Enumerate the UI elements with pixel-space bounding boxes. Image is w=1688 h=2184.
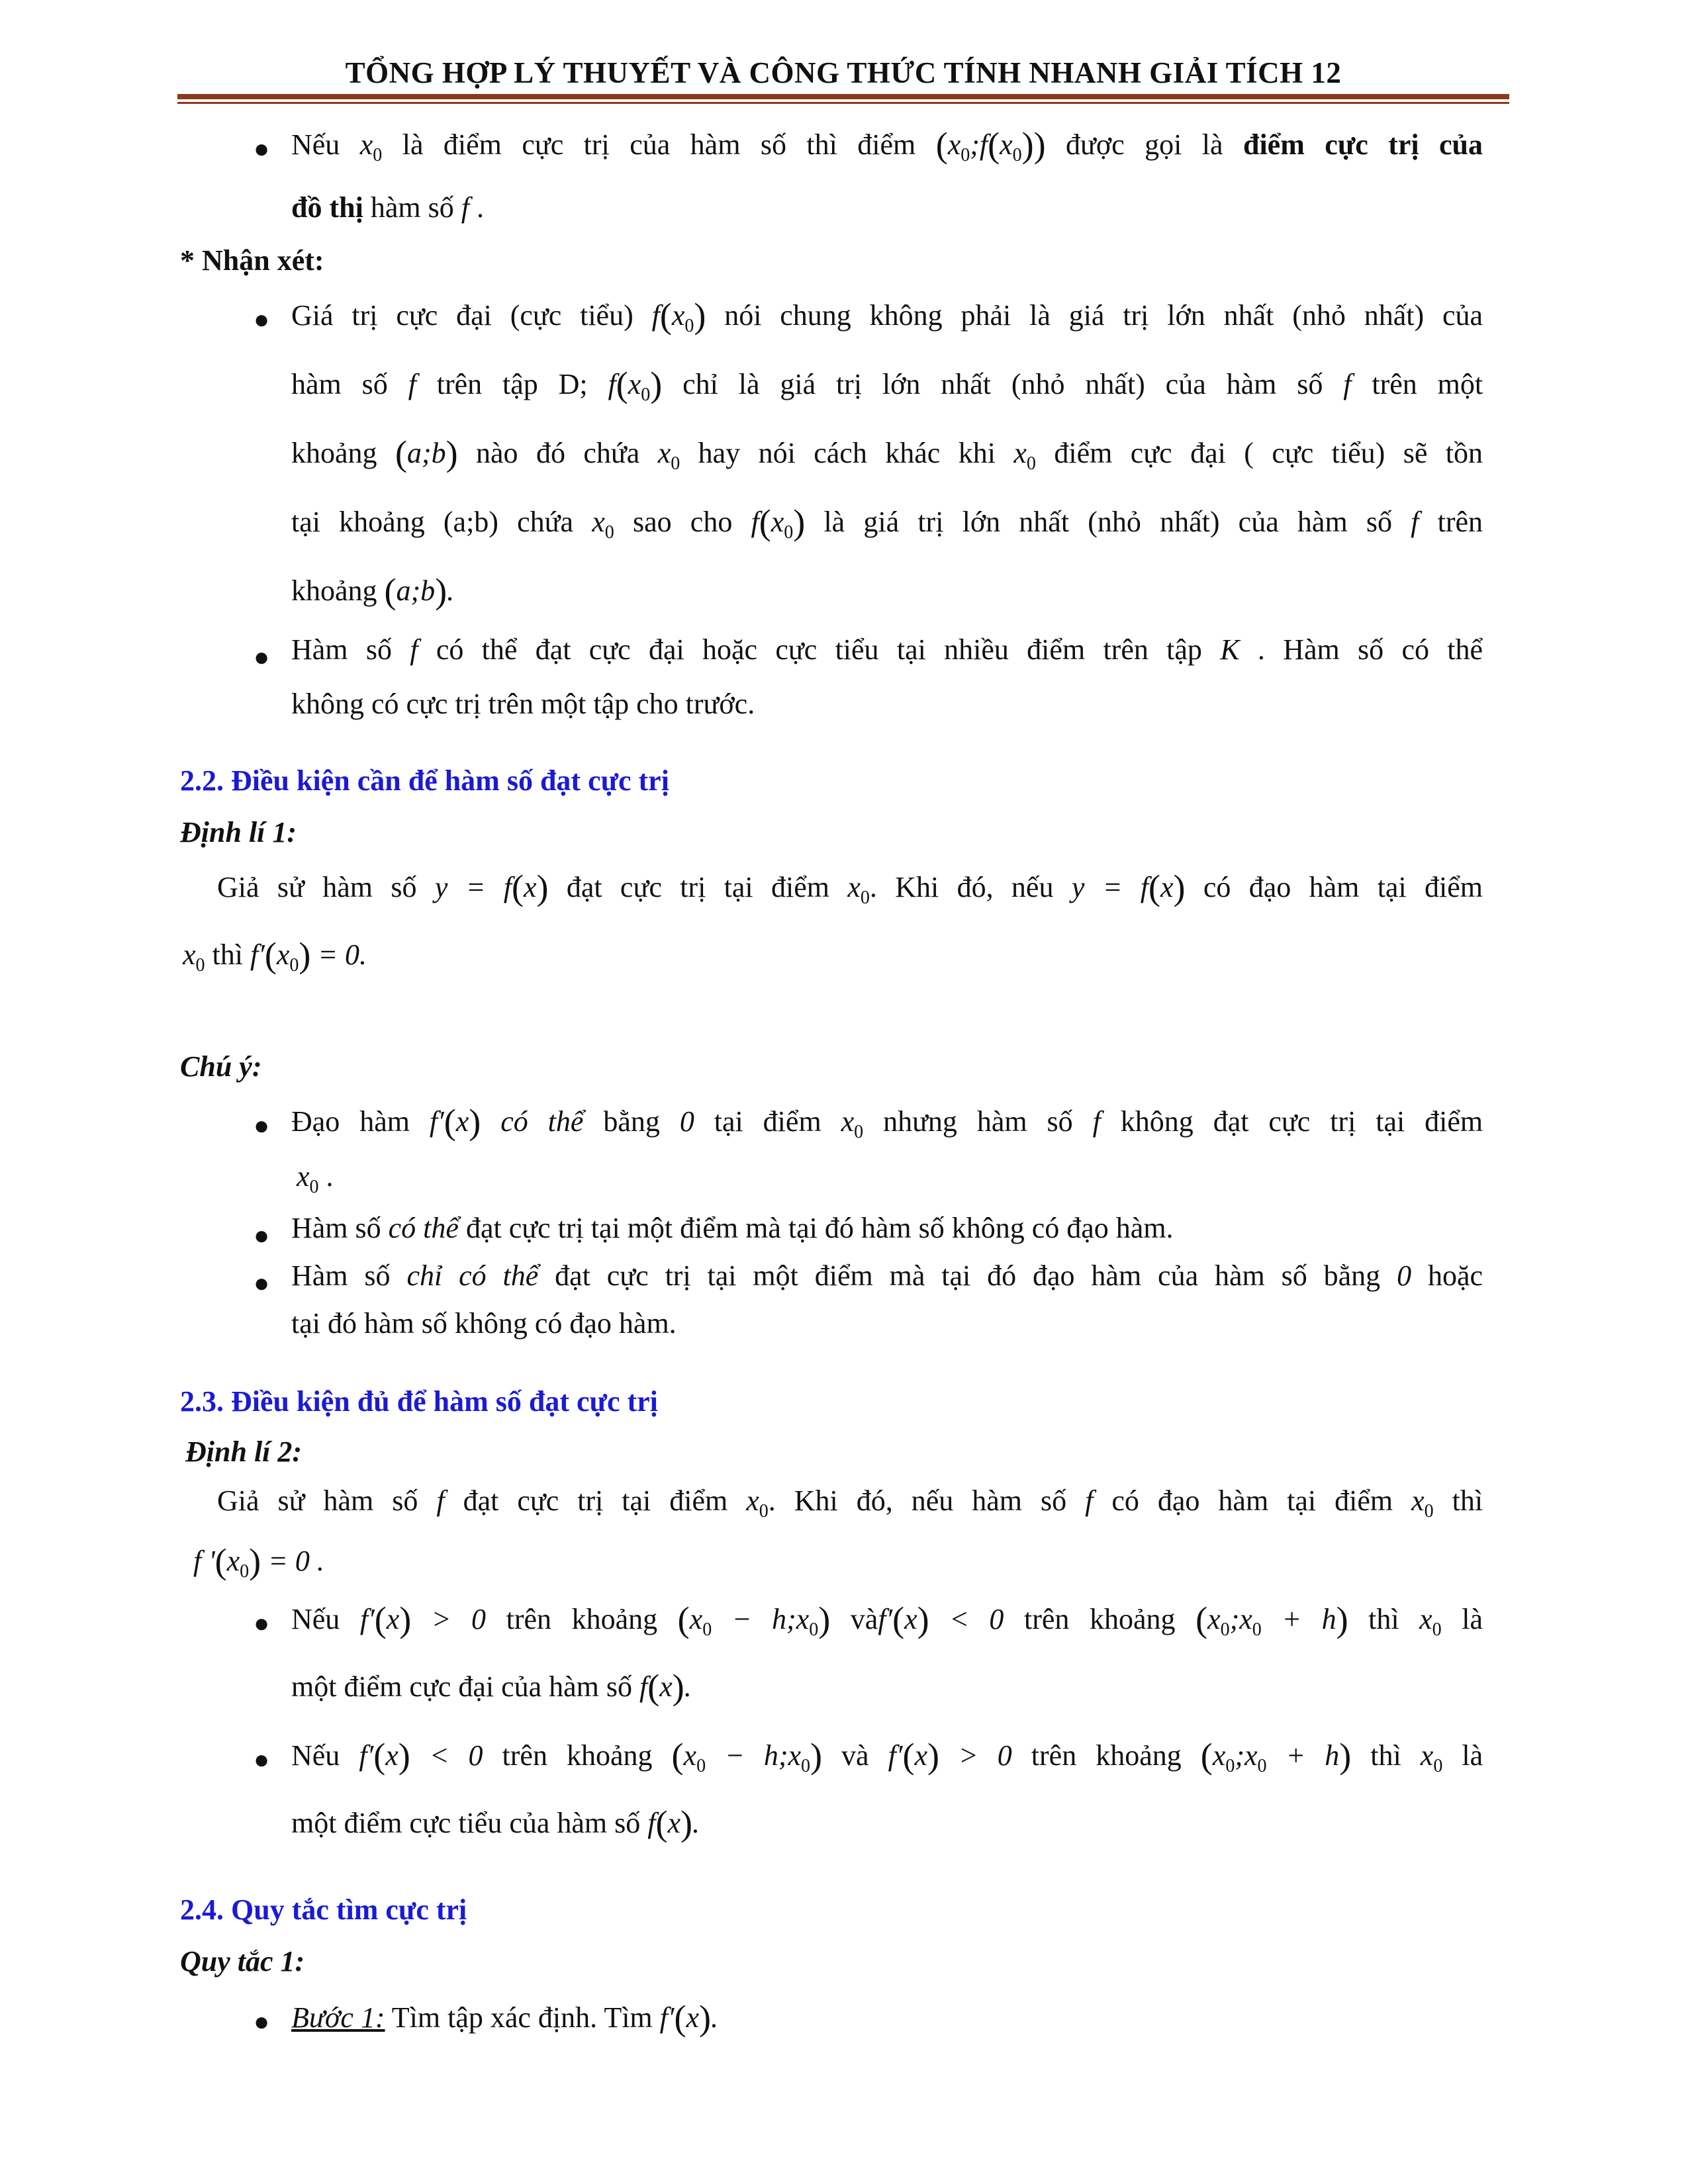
math-fx0: $f(x_0)$ bbox=[608, 365, 663, 405]
text-span: trên khoảng bbox=[506, 1603, 658, 1635]
bullet-icon: ● bbox=[254, 1220, 270, 1250]
bullet-icon: ● bbox=[254, 1111, 270, 1140]
text-span: Nếu bbox=[291, 1603, 340, 1635]
section-heading-2-2: 2.2. Điều kiện cần để hàm số đạt cực trị bbox=[180, 764, 669, 797]
italic-term: có thể bbox=[388, 1212, 459, 1244]
text-span: nói chung không phải là giá trị lớn nhất (nhỏ nhất) của bbox=[724, 299, 1483, 332]
section-heading-2-3: 2.3. Điều kiện đủ để hàm số đạt cực trị bbox=[180, 1385, 658, 1418]
paragraph-line: $x_0$ . bbox=[297, 1160, 334, 1197]
paragraph-line bbox=[217, 1482, 1483, 1523]
math-interval-ab: (a;b) bbox=[395, 433, 458, 473]
math-f: f bbox=[461, 191, 469, 224]
text-span: được gọi là bbox=[1066, 128, 1223, 161]
italic-term: có thể bbox=[500, 1105, 584, 1138]
text-span: Giả sử hàm số bbox=[217, 1484, 418, 1517]
page-header-title: TỔNG HỢP LÝ THUYẾT VÀ CÔNG THỨC TÍNH NHANH GIẢI TÍCH 12 bbox=[345, 56, 1342, 89]
math-y-eq-fx: y = f(x) bbox=[1071, 868, 1186, 907]
math-point-x0-fx0: $(x_0;f(x_0))$ bbox=[935, 125, 1046, 165]
header-rule-thick bbox=[177, 94, 1509, 99]
math-interval-ab: (a;b). bbox=[384, 571, 455, 611]
section-label-nhan-xet: * Nhận xét: bbox=[180, 244, 324, 277]
math-x0: $x_0$ bbox=[1420, 1739, 1443, 1776]
italic-term: chỉ có thể bbox=[406, 1259, 539, 1292]
math-x0: $x_0$ bbox=[657, 437, 680, 474]
math-f: f bbox=[1343, 368, 1352, 400]
text-span: chỉ là giá trị lớn nhất (nhỏ nhất) của hàm số bbox=[682, 368, 1323, 400]
text-span: nào đó chứa bbox=[476, 437, 640, 469]
math-interval-left: ($x_0$ − $h;x_0$) bbox=[671, 1736, 822, 1776]
math-fprime-x: f′(x) bbox=[429, 1102, 481, 1142]
text-span: điểm cực đại ( cực tiểu) sẽ tồn bbox=[1054, 437, 1483, 469]
paragraph-line: tại đó hàm số không có đạo hàm. bbox=[291, 1307, 677, 1340]
paragraph-line: không có cực trị trên một tập cho trước. bbox=[291, 688, 755, 720]
text-span: đạt cực trị tại một điểm mà tại đó đạo hàm của hàm số bằng bbox=[555, 1259, 1381, 1292]
math-x0: $x_0$ bbox=[592, 506, 614, 543]
math-f: f bbox=[408, 368, 416, 400]
text-span: trên một bbox=[1372, 368, 1483, 400]
text-span: là bbox=[1462, 1739, 1483, 1772]
text-span: trên bbox=[1437, 506, 1483, 538]
paragraph-line bbox=[291, 1210, 1174, 1246]
text-span: là điểm cực trị của hàm số thì điểm bbox=[402, 128, 916, 161]
math-x0: $x_0$ bbox=[297, 1160, 319, 1197]
section-heading-2-4: 2.4. Quy tắc tìm cực trị bbox=[180, 1893, 467, 1926]
math-fx0: $f(x_0)$ bbox=[651, 296, 706, 336]
text-span: là giá trị lớn nhất (nhỏ nhất) của hàm số bbox=[823, 506, 1392, 538]
paragraph-line bbox=[291, 1801, 700, 1846]
rule-label: Quy tắc 1: bbox=[180, 1945, 305, 1978]
math-zero: 0 bbox=[1397, 1259, 1412, 1292]
math-fprime-x0-eq-0: $f'(x_0) = 0$. bbox=[250, 935, 367, 976]
text-span: Tìm tập xác định. Tìm bbox=[391, 2001, 653, 2034]
math-x0: $x_0$ bbox=[1013, 437, 1036, 474]
text-span: một điểm cực tiểu của hàm số bbox=[291, 1807, 641, 1839]
text-span: . Khi đó, nếu hàm số bbox=[768, 1484, 1067, 1517]
text-span: một điểm cực đại của hàm số bbox=[291, 1670, 633, 1703]
text-span: thì bbox=[1368, 1603, 1399, 1635]
text-span: đạt cực trị tại một điểm mà tại đó hàm số không có đạo hàm. bbox=[465, 1212, 1174, 1244]
text-span: Nếu bbox=[291, 128, 340, 161]
math-set-k: K bbox=[1220, 633, 1240, 666]
math-x0: $x_0$ bbox=[1419, 1603, 1442, 1640]
paragraph-line bbox=[217, 866, 1483, 911]
paragraph-line bbox=[291, 1996, 718, 2041]
paragraph-line: Hàm số f có thể đạt cực đại hoặc cực tiểu tại nhiều điểm trên tập K . Hàm số có thể bbox=[291, 633, 1483, 666]
bullet-icon: ● bbox=[254, 642, 270, 672]
bold-term: điểm cực trị của bbox=[1243, 128, 1483, 161]
math-x0: $x_0$ bbox=[359, 128, 383, 165]
math-f: f bbox=[1092, 1105, 1101, 1138]
paragraph-line bbox=[291, 500, 1483, 545]
text-span: và bbox=[841, 1739, 869, 1772]
math-zero: 0 bbox=[679, 1105, 694, 1138]
note-label: Chú ý: bbox=[180, 1050, 262, 1083]
math-f: f bbox=[1085, 1484, 1094, 1517]
math-interval-right: $(x_0;x_0 + h)$ bbox=[1196, 1600, 1348, 1640]
math-fprime-x0-eq-0: f '$(x_0) = 0$ . bbox=[193, 1541, 324, 1582]
paragraph-line bbox=[291, 1598, 1483, 1643]
math-f: f bbox=[436, 1484, 445, 1517]
paragraph-line bbox=[291, 1665, 692, 1710]
text-span: hay nói cách khác khi bbox=[698, 437, 996, 469]
math-fprime-gt-0: f′(x) > 0 bbox=[888, 1736, 1012, 1776]
paragraph-line bbox=[291, 1734, 1483, 1779]
paragraph-line: đồ thị hàm số f . bbox=[291, 191, 484, 224]
paragraph-line bbox=[291, 363, 1483, 408]
text-span: Giả sử hàm số bbox=[217, 871, 417, 903]
text-span: Nếu bbox=[291, 1739, 340, 1772]
paragraph-line bbox=[193, 1539, 324, 1584]
math-interval-left: ($x_0$ − $h;x_0$) bbox=[677, 1600, 831, 1640]
math-x0: $x_0$ bbox=[841, 1105, 864, 1142]
math-fprime-x: f′(x). bbox=[659, 1998, 719, 2038]
text-span: thì bbox=[212, 938, 243, 971]
math-x0: $x_0$ bbox=[746, 1484, 769, 1522]
text-span: Hàm số bbox=[291, 1212, 381, 1244]
text-span: khoảng bbox=[291, 437, 377, 469]
step-label: Bước 1: bbox=[291, 2001, 385, 2034]
text-span: trên khoảng bbox=[1024, 1603, 1176, 1635]
text-span: hàm số bbox=[291, 368, 388, 400]
text-span: là bbox=[1462, 1603, 1483, 1635]
text-span: có đạo hàm tại điểm bbox=[1111, 1484, 1393, 1517]
math-fprime-gt-0: f′(x) > 0 bbox=[359, 1600, 487, 1639]
text-span: Giá trị cực đại (cực tiểu) bbox=[291, 299, 633, 332]
text-span: Hàm số bbox=[291, 633, 392, 666]
text-span: khoảng bbox=[291, 574, 377, 607]
math-x0: $x_0$ bbox=[183, 938, 205, 976]
math-y-eq-fx: y = f(x) bbox=[434, 868, 549, 907]
bold-term: đồ thị bbox=[291, 191, 363, 224]
text-span: sao cho bbox=[632, 506, 733, 538]
bullet-icon: ● bbox=[254, 1608, 270, 1638]
paragraph-line bbox=[291, 1100, 1483, 1145]
math-x0: $x_0$ bbox=[847, 871, 870, 908]
text-span: Đạo hàm bbox=[291, 1105, 410, 1138]
text-span: thì bbox=[1370, 1739, 1401, 1772]
text-span: tại khoảng (a;b) chứa bbox=[291, 506, 574, 538]
math-fprime-lt-0: f′(x) < 0 bbox=[878, 1600, 1004, 1639]
text-span: trên khoảng bbox=[1031, 1739, 1182, 1772]
text-span: Hàm số có thể bbox=[1283, 633, 1483, 666]
theorem-label: Định lí 2: bbox=[185, 1435, 303, 1468]
math-x0: $x_0$ bbox=[1411, 1484, 1434, 1522]
text-span: có đạo hàm tại điểm bbox=[1203, 871, 1483, 903]
paragraph-line bbox=[291, 432, 1483, 477]
text-span: nhưng hàm số bbox=[883, 1105, 1073, 1138]
math-interval-right: $(x_0;x_0 + h)$ bbox=[1200, 1736, 1352, 1776]
text-span: có thể đạt cực đại hoặc cực tiểu tại nhiều điểm trên tập bbox=[436, 633, 1202, 666]
text-span: không đạt cực trị tại điểm bbox=[1120, 1105, 1483, 1138]
bullet-icon: ● bbox=[254, 2007, 270, 2036]
paragraph-line bbox=[291, 569, 454, 614]
text-span: tại điểm bbox=[714, 1105, 821, 1138]
bullet-icon: ● bbox=[254, 1268, 270, 1298]
text-span: hoặc bbox=[1427, 1259, 1483, 1292]
paragraph-line bbox=[291, 294, 1483, 339]
text-span: Hàm số bbox=[291, 1259, 391, 1292]
theorem-label: Định lí 1: bbox=[180, 816, 297, 848]
math-fprime-lt-0: f′(x) < 0 bbox=[359, 1736, 483, 1776]
text-span: trên khoảng bbox=[502, 1739, 653, 1772]
paragraph-line bbox=[291, 123, 1483, 168]
bullet-icon: ● bbox=[254, 1745, 270, 1774]
paragraph-line bbox=[183, 933, 367, 978]
text-span: hàm số bbox=[370, 191, 454, 224]
math-fx: f(x). bbox=[647, 1803, 700, 1843]
math-f: f bbox=[410, 633, 418, 666]
paragraph-line bbox=[291, 1257, 1483, 1294]
math-fx0: $f(x_0)$ bbox=[751, 502, 806, 543]
text-span: và bbox=[850, 1603, 878, 1635]
text-span: . Khi đó, nếu bbox=[869, 871, 1054, 903]
text-span: trên tập D; bbox=[436, 368, 588, 400]
header-rule-thin bbox=[177, 102, 1509, 104]
math-fx: f(x). bbox=[639, 1667, 692, 1707]
text-span: thì bbox=[1452, 1484, 1483, 1517]
bullet-icon: ● bbox=[254, 134, 270, 163]
text-span: bằng bbox=[603, 1105, 660, 1138]
text-span: đạt cực trị tại điểm bbox=[463, 1484, 728, 1517]
text-span: đạt cực trị tại điểm bbox=[566, 871, 829, 903]
bullet-icon: ● bbox=[254, 304, 270, 334]
math-f: f bbox=[1411, 506, 1419, 538]
